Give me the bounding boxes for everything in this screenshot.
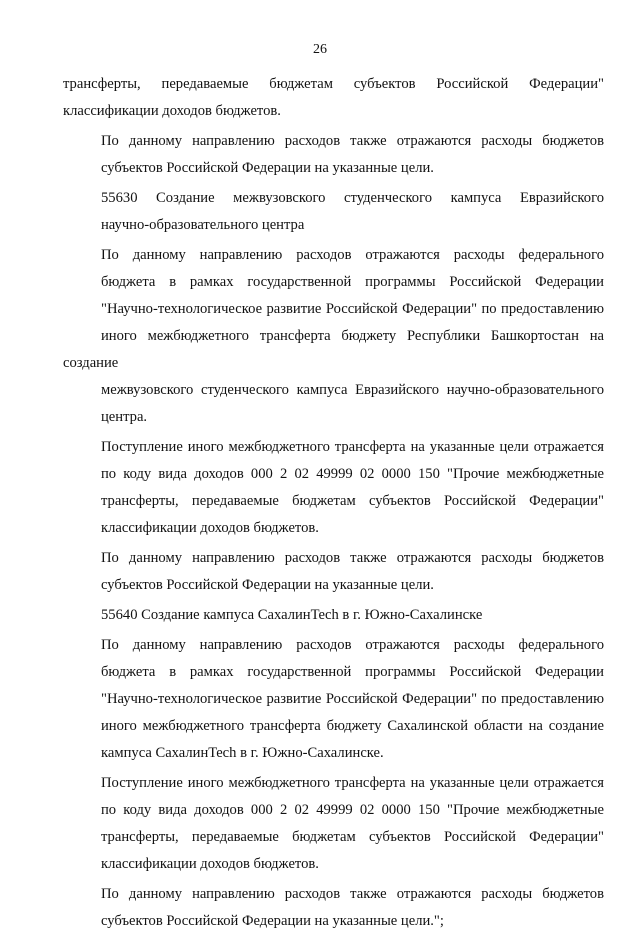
text-line: межвузовского студенческого кампуса Евразийского научно-образовательного — [101, 382, 604, 398]
text-line: классификации доходов бюджетов. — [101, 856, 319, 872]
text-line: "Научно-технологическое развитие Российской Федерации" по предоставлению — [101, 691, 604, 707]
page-number: 26 — [313, 42, 327, 57]
text-line: Поступление иного межбюджетного трансферта на указанные цели отражается — [101, 439, 604, 455]
paragraph-continuation — [63, 71, 604, 125]
text-line: по коду вида доходов 000 2 02 49999 02 0000 150 "Прочие межбюджетные — [101, 466, 604, 482]
paragraph — [63, 632, 604, 767]
text-line: субъектов Российской Федерации на указанные цели. — [101, 160, 434, 176]
document-body — [63, 71, 604, 935]
text-line: субъектов Российской Федерации на указанные цели. — [101, 577, 434, 593]
text-line: классификации доходов бюджетов. — [101, 520, 319, 536]
paragraph — [63, 881, 604, 935]
text-line: иного межбюджетного трансферта бюджету Сахалинской области на создание — [101, 718, 604, 734]
text-line: субъектов Российской Федерации на указанные цели."; — [101, 913, 444, 929]
text-line: 55630 Создание межвузовского студенческого кампуса Евразийского — [101, 190, 604, 206]
text-line: 55640 Создание кампуса СахалинTech в г. Южно-Сахалинске — [101, 607, 483, 623]
paragraph — [63, 128, 604, 182]
text-line: трансферты, передаваемые бюджетам субъектов Российской Федерации" — [63, 76, 604, 92]
text-line: иного межбюджетного трансферта бюджету Республики Башкортостан на создание — [63, 328, 604, 371]
text-line: трансферты, передаваемые бюджетам субъектов Российской Федерации" — [101, 829, 604, 845]
text-line: кампуса СахалинTech в г. Южно-Сахалинске. — [101, 745, 384, 761]
text-line: классификации доходов бюджетов. — [63, 103, 281, 119]
text-line: трансферты, передаваемые бюджетам субъектов Российской Федерации" — [101, 493, 604, 509]
text-line: бюджета в рамках государственной программы Российской Федерации — [101, 274, 604, 290]
text-line: научно-образовательного центра — [101, 217, 305, 233]
section-heading — [63, 185, 604, 239]
text-line: По данному направлению расходов также отражаются расходы бюджетов — [101, 133, 604, 149]
text-line: По данному направлению расходов отражаются расходы федерального — [101, 637, 604, 653]
section-heading — [63, 602, 604, 629]
text-line: центра. — [101, 409, 148, 425]
text-line: По данному направлению расходов отражаются расходы федерального — [101, 247, 604, 263]
paragraph — [63, 242, 604, 431]
text-line: По данному направлению расходов также отражаются расходы бюджетов — [101, 886, 604, 902]
text-line: бюджета в рамках государственной программы Российской Федерации — [101, 664, 604, 680]
paragraph — [63, 434, 604, 542]
text-line: по коду вида доходов 000 2 02 49999 02 0000 150 "Прочие межбюджетные — [101, 802, 604, 818]
text-line: По данному направлению расходов также отражаются расходы бюджетов — [101, 550, 604, 566]
paragraph — [63, 770, 604, 878]
text-line: Поступление иного межбюджетного трансферта на указанные цели отражается — [101, 775, 604, 791]
paragraph — [63, 545, 604, 599]
text-line: "Научно-технологическое развитие Российской Федерации" по предоставлению — [101, 301, 604, 317]
